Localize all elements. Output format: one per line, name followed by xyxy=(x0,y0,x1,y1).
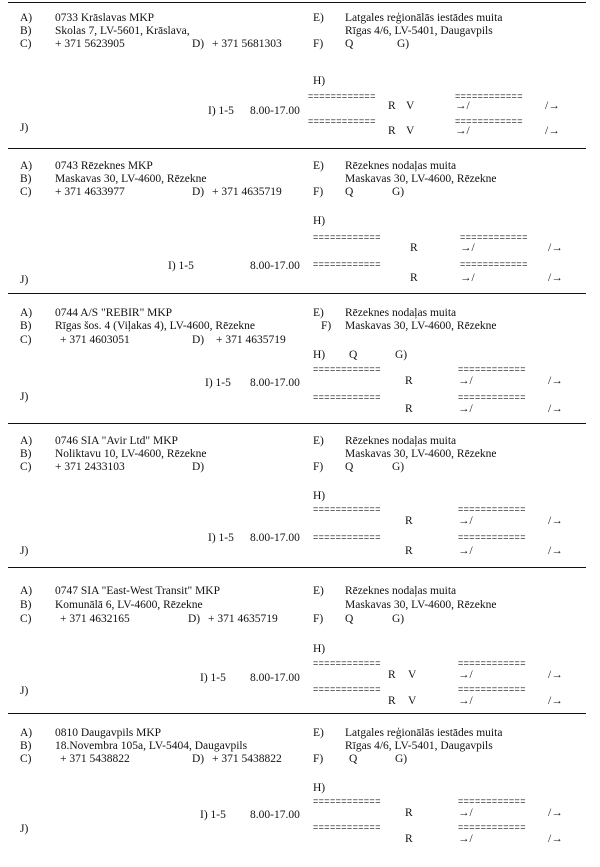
label-g: G) xyxy=(395,753,408,765)
entry-separator xyxy=(8,423,586,424)
label-q: Q xyxy=(345,613,354,625)
label-i: I) 1-5 xyxy=(208,532,234,544)
label-r: R xyxy=(388,695,396,707)
label-g: G) xyxy=(395,349,408,361)
label-e: E) xyxy=(313,307,324,319)
eq-line: ============ xyxy=(313,684,381,694)
label-i: I) 1-5 xyxy=(208,105,234,117)
label-r: R xyxy=(405,545,413,557)
eq-line: ============ xyxy=(460,259,528,269)
phone-c: + 371 4632165 xyxy=(60,613,130,625)
label-r: R xyxy=(388,669,396,681)
label-h: H) xyxy=(313,75,326,87)
phone-c: + 371 5438822 xyxy=(60,753,130,765)
label-f: F) xyxy=(313,38,324,50)
label-g: G) xyxy=(392,613,405,625)
arrow-slash: →/ xyxy=(458,375,473,387)
slash-arrow: /→ xyxy=(548,242,563,254)
entry-address: Noliktavu 10, LV-4600, Rēzekne xyxy=(55,448,207,460)
label-b: B) xyxy=(20,173,32,185)
label-j: J) xyxy=(20,685,29,697)
arrow-slash: →/ xyxy=(455,100,470,112)
label-e: E) xyxy=(313,435,324,447)
label-v: V xyxy=(408,695,417,707)
eq-line: ============ xyxy=(313,658,381,668)
phone-c: + 371 4603051 xyxy=(60,334,130,346)
arrow-slash: →/ xyxy=(458,807,473,819)
label-h: H) xyxy=(313,782,326,794)
slash-arrow: /→ xyxy=(548,669,563,681)
phone-d: + 371 5438822 xyxy=(212,753,282,765)
customs-address: Rīgas 4/6, LV-5401, Daugavpils xyxy=(345,740,493,752)
eq-line: ============ xyxy=(458,364,526,374)
label-j: J) xyxy=(20,823,29,835)
customs-name: Rēzeknes nodaļas muita xyxy=(345,307,457,319)
eq-line: ============ xyxy=(455,91,523,101)
label-q: Q xyxy=(345,186,354,198)
label-d: D) xyxy=(188,613,201,625)
customs-address: Maskavas 30, LV-4600, Rēzekne xyxy=(345,448,497,460)
label-b: B) xyxy=(20,448,32,460)
label-j: J) xyxy=(20,122,29,134)
entry-separator xyxy=(8,293,586,294)
label-b: B) xyxy=(20,740,32,752)
label-a: A) xyxy=(20,160,33,172)
label-i: I) 1-5 xyxy=(168,260,194,272)
phone-d: + 371 4635719 xyxy=(212,186,282,198)
label-h: H) xyxy=(313,643,326,655)
entry-name: 0746 SIA "Avir Ltd" MKP xyxy=(55,435,178,447)
eq-line: ============ xyxy=(455,116,523,126)
label-g: G) xyxy=(397,38,410,50)
label-r: R xyxy=(405,403,413,415)
eq-line: ============ xyxy=(313,259,381,269)
label-v: V xyxy=(408,669,417,681)
entry-name: 0743 Rēzeknes MKP xyxy=(55,160,153,172)
slash-arrow: /→ xyxy=(548,807,563,819)
phone-d: + 371 4635719 xyxy=(208,613,278,625)
slash-arrow: /→ xyxy=(548,545,563,557)
label-d: D) xyxy=(192,461,205,473)
label-c: C) xyxy=(20,334,32,346)
label-a: A) xyxy=(20,307,33,319)
label-f: F) xyxy=(313,753,324,765)
label-c: C) xyxy=(20,753,32,765)
label-g: G) xyxy=(392,461,405,473)
hours: 8.00-17.00 xyxy=(250,105,300,117)
hours: 8.00-17.00 xyxy=(250,672,300,684)
label-e: E) xyxy=(313,160,324,172)
label-f: F) xyxy=(313,461,324,473)
entry-name: 0810 Daugavpils MKP xyxy=(55,727,162,739)
label-r: R xyxy=(405,807,413,819)
entry-name: 0733 Krāslavas MKP xyxy=(55,12,155,24)
label-h: H) xyxy=(313,490,326,502)
label-i: I) 1-5 xyxy=(200,809,226,821)
label-i: I) 1-5 xyxy=(205,377,231,389)
entry-address: Komunālā 6, LV-4600, Rēzekne xyxy=(55,599,203,611)
entry-0744 xyxy=(0,307,600,447)
label-a: A) xyxy=(20,585,33,597)
phone-d: + 371 4635719 xyxy=(216,334,286,346)
eq-line: ============ xyxy=(460,232,528,242)
eq-line: ============ xyxy=(313,232,381,242)
entry-address: Rīgas šos. 4 (Viļakas 4), LV-4600, Rēzekne xyxy=(55,320,256,332)
hours: 8.00-17.00 xyxy=(250,809,300,821)
label-r: R xyxy=(405,833,413,845)
entry-0733 xyxy=(0,12,600,152)
eq-line: ============ xyxy=(313,504,381,514)
label-e: E) xyxy=(313,727,324,739)
arrow-slash: →/ xyxy=(460,242,475,254)
customs-address: Maskavas 30, LV-4600, Rēzekne xyxy=(345,599,497,611)
arrow-slash: →/ xyxy=(458,403,473,415)
customs-address: Maskavas 30, LV-4600, Rēzekne xyxy=(345,173,497,185)
eq-line: ============ xyxy=(313,532,381,542)
entry-separator xyxy=(8,148,586,149)
entry-0747 xyxy=(0,585,600,725)
slash-arrow: /→ xyxy=(545,125,560,137)
arrow-slash: →/ xyxy=(458,515,473,527)
eq-line: ============ xyxy=(458,684,526,694)
hours: 8.00-17.00 xyxy=(250,532,300,544)
eq-line: ============ xyxy=(313,822,381,832)
slash-arrow: /→ xyxy=(548,403,563,415)
entry-separator xyxy=(8,713,586,714)
label-f: F) xyxy=(321,320,332,332)
entry-0810 xyxy=(0,727,600,867)
eq-line: ============ xyxy=(313,364,381,374)
label-j: J) xyxy=(20,391,29,403)
label-a: A) xyxy=(20,435,33,447)
label-c: C) xyxy=(20,461,32,473)
eq-line: ============ xyxy=(308,91,376,101)
top-separator xyxy=(8,2,586,3)
customs-name: Latgales reģionālās iestādes muita xyxy=(345,727,503,739)
label-j: J) xyxy=(20,274,29,286)
entry-address: Maskavas 30, LV-4600, Rēzekne xyxy=(55,173,207,185)
eq-line: ============ xyxy=(458,532,526,542)
label-q: Q xyxy=(345,461,354,473)
entry-address: Skolas 7, LV-5601, Krāslava, xyxy=(55,25,190,37)
label-b: B) xyxy=(20,320,32,332)
label-a: A) xyxy=(20,12,33,24)
slash-arrow: /→ xyxy=(548,833,563,845)
eq-line: ============ xyxy=(458,822,526,832)
eq-line: ============ xyxy=(308,116,376,126)
label-v: V xyxy=(406,125,415,137)
label-i: I) 1-5 xyxy=(200,672,226,684)
eq-line: ============ xyxy=(458,504,526,514)
arrow-slash: →/ xyxy=(455,125,470,137)
label-e: E) xyxy=(313,12,324,24)
customs-address: Maskavas 30, LV-4600, Rēzekne xyxy=(345,320,497,332)
entry-0746 xyxy=(0,435,600,575)
label-b: B) xyxy=(20,599,32,611)
slash-arrow: /→ xyxy=(548,375,563,387)
entry-name: 0747 SIA "East-West Transit" MKP xyxy=(55,585,221,597)
arrow-slash: →/ xyxy=(460,272,475,284)
label-q: Q xyxy=(345,38,354,50)
label-j: J) xyxy=(20,545,29,557)
label-h: H) xyxy=(313,349,326,361)
arrow-slash: →/ xyxy=(458,545,473,557)
label-e: E) xyxy=(313,585,324,597)
eq-line: ============ xyxy=(313,392,381,402)
customs-name: Rēzeknes nodaļas muita xyxy=(345,585,457,597)
phone-d: + 371 5681303 xyxy=(212,38,282,50)
label-r: R xyxy=(405,515,413,527)
hours: 8.00-17.00 xyxy=(250,260,300,272)
arrow-slash: →/ xyxy=(458,695,473,707)
hours: 8.00-17.00 xyxy=(250,377,300,389)
label-c: C) xyxy=(20,186,32,198)
label-v: V xyxy=(406,100,415,112)
entry-name: 0744 A/S "REBIR" MKP xyxy=(55,307,173,319)
customs-name: Rēzeknes nodaļas muita xyxy=(345,160,457,172)
entry-0743 xyxy=(0,160,600,300)
eq-line: ============ xyxy=(458,658,526,668)
entry-address: 18.Novembra 105a, LV-5404, Daugavpils xyxy=(55,740,248,752)
slash-arrow: /→ xyxy=(548,272,563,284)
eq-line: ============ xyxy=(458,796,526,806)
label-r: R xyxy=(405,375,413,387)
customs-name: Latgales reģionālās iestādes muita xyxy=(345,12,503,24)
label-q: Q xyxy=(349,753,358,765)
label-g: G) xyxy=(392,186,405,198)
label-d: D) xyxy=(192,334,205,346)
arrow-slash: →/ xyxy=(458,833,473,845)
eq-line: ============ xyxy=(458,392,526,402)
label-d: D) xyxy=(192,186,205,198)
slash-arrow: /→ xyxy=(548,515,563,527)
slash-arrow: /→ xyxy=(548,695,563,707)
entry-separator xyxy=(8,567,586,568)
label-c: C) xyxy=(20,613,32,625)
label-d: D) xyxy=(192,753,205,765)
label-h: H) xyxy=(313,215,326,227)
label-r: R xyxy=(388,100,396,112)
phone-c: + 371 5623905 xyxy=(55,38,125,50)
label-d: D) xyxy=(192,38,205,50)
label-r: R xyxy=(410,272,418,284)
label-f: F) xyxy=(313,613,324,625)
phone-c: + 371 4633977 xyxy=(55,186,125,198)
label-a: A) xyxy=(20,727,33,739)
label-c: C) xyxy=(20,38,32,50)
eq-line: ============ xyxy=(313,796,381,806)
label-q: Q xyxy=(349,349,358,361)
label-f: F) xyxy=(313,186,324,198)
arrow-slash: →/ xyxy=(458,669,473,681)
customs-name: Rēzeknes nodaļas muita xyxy=(345,435,457,447)
label-r: R xyxy=(410,242,418,254)
slash-arrow: /→ xyxy=(545,100,560,112)
label-b: B) xyxy=(20,25,32,37)
phone-c: + 371 2433103 xyxy=(55,461,125,473)
label-r: R xyxy=(388,125,396,137)
customs-address: Rīgas 4/6, LV-5401, Daugavpils xyxy=(345,25,493,37)
